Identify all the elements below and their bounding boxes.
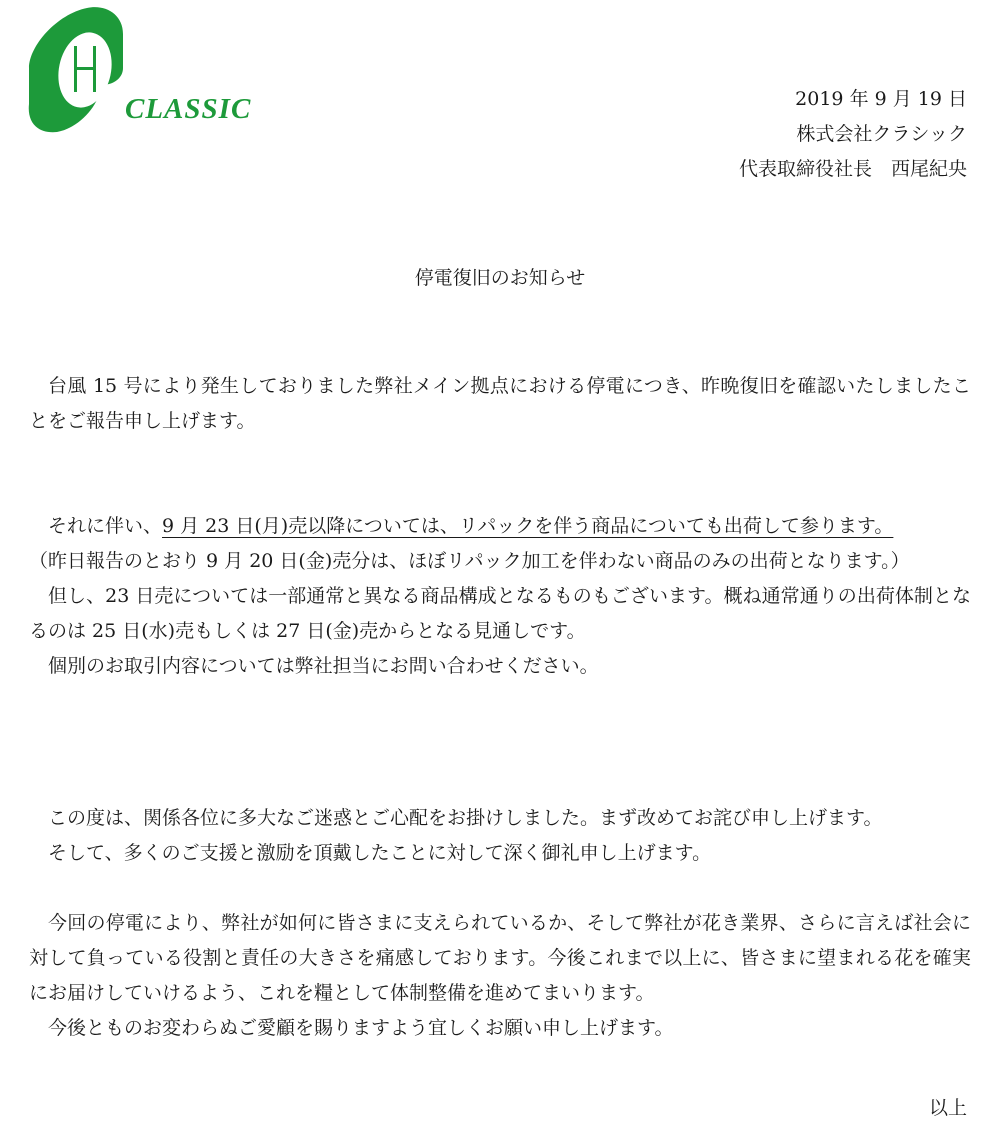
shipping-lead: それに伴い、 <box>48 515 163 537</box>
thanks-line: そして、多くのご支援と激励を頂戴したことに対して深く御礼申し上げます。 <box>48 842 712 864</box>
closing-request: 今後とものお変わらぬご愛顧を賜りますよう宜しくお願い申し上げます。 <box>48 1017 674 1039</box>
paragraph-commitment <box>29 906 971 1046</box>
apology-line: この度は、関係各位に多大なご迷惑とご心配をお掛けしました。まず改めてお詫び申し上げます。 <box>48 807 883 829</box>
closing-mark: 以上 <box>928 1097 967 1119</box>
company-logo <box>27 6 257 136</box>
company-name: 株式会社クラシック <box>796 123 967 145</box>
letter-header <box>739 82 967 187</box>
paragraph-shipping <box>29 509 971 684</box>
representative-name: 代表取締役社長 西尾紀央 <box>738 158 967 180</box>
paragraph-apology <box>29 801 971 871</box>
restoration-text: 台風 15 号により発生しておりました弊社メイン拠点における停電につき、昨晩復旧を確認いたしましたことをご報告申し上げます。 <box>29 375 971 432</box>
shipping-note: （昨日報告のとおり 9 月 20 日(金)売分は、ほぼリパック加工を伴わない商品のみの出荷となります。） <box>29 550 910 572</box>
paragraph-restoration <box>29 369 971 439</box>
commitment-text: 今回の停電により、弊社が如何に皆さまに支えられているか、そして弊社が花き業界、さらに言えば社会に対して負っている役割と責任の大きさを痛感しております。今後これまで以上に、皆さまに望まれる花を確実にお届けしていけるよう、これを糧として体制整備を進めてまいります。 <box>29 912 971 1004</box>
document-title: 停電復旧のお知らせ <box>414 267 586 289</box>
issue-date: 2019 年 9 月 19 日 <box>795 88 967 110</box>
shipping-contact: 個別のお取引内容については弊社担当にお問い合わせください。 <box>48 655 599 677</box>
shipping-underlined: 9 月 23 日(月)売以降については、リパックを伴う商品についても出荷して参ります。 <box>162 515 894 537</box>
logo-text: CLASSIC <box>125 93 252 125</box>
shipping-schedule: 但し、23 日売については一部通常と異なる商品構成となるものもございます。概ね通常通りの出荷体制となるのは 25 日(水)売もしくは 27 日(金)売からとなる見通しです。 <box>29 585 971 642</box>
shipping-line <box>29 509 971 544</box>
